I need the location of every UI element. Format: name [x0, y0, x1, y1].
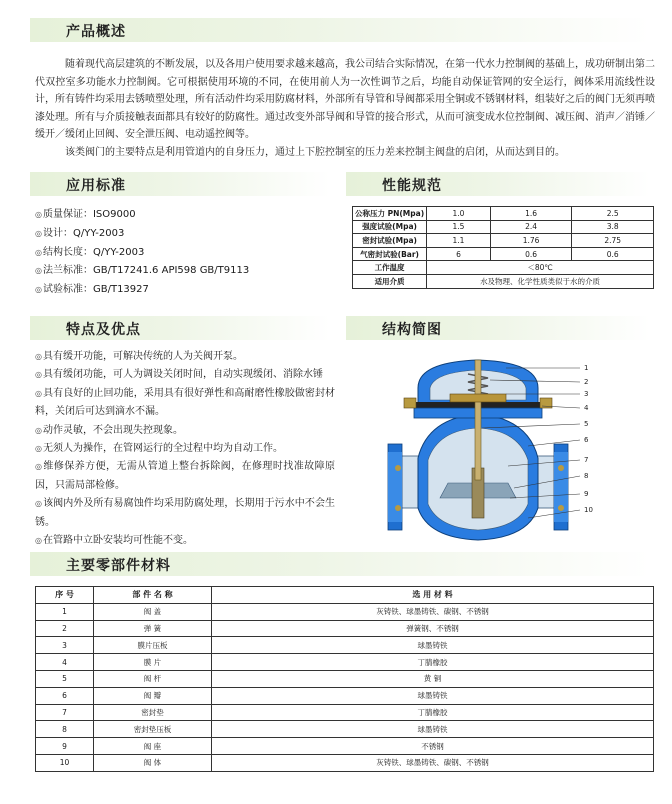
section-header-features: [30, 316, 330, 340]
table-cell: 强度试验(Mpa): [353, 220, 427, 234]
table-cell: 3: [36, 637, 94, 654]
list-item: ◎ 具有缓开功能，可解决传统的人为关阀开泵。: [35, 348, 335, 366]
list-item: ◎ 具有缓闭功能，可人为调设关闭时间，自动实现缓闭、消除水锤: [35, 366, 335, 384]
table-cell: 6: [36, 687, 94, 704]
list-item: ◎ 具有良好的止回功能，采用具有很好弹性和高耐磨性橡胶做密封材料，关闭后可达到滴水不漏。: [35, 385, 335, 422]
table-row: [36, 687, 654, 704]
table-cell: 适用介质: [353, 274, 427, 288]
table-cell: 不锈钢: [212, 738, 654, 755]
section-title: 主要零部件材料: [66, 558, 171, 574]
table-cell: 球墨铸铁: [212, 721, 654, 738]
callout-label: 9: [584, 490, 589, 498]
table-cell: 1: [36, 603, 94, 620]
table-cell: 10: [36, 754, 94, 771]
table-cell: 2.5: [572, 207, 654, 221]
table-cell: 1.76: [490, 234, 572, 248]
table-cell: 7: [36, 704, 94, 721]
callout-label: 2: [584, 378, 589, 386]
table-cell: 阀 体: [94, 754, 212, 771]
table-cell: 密封垫压板: [94, 721, 212, 738]
table-row: [36, 721, 654, 738]
section-header-parts: [30, 552, 650, 576]
intro-paragraph: 该类阀门的主要特点是利用管道内的自身压力，通过上下腔控制室的压力差来控制主阀盘的启闭，从而达到目的。: [65, 146, 565, 158]
table-cell: 阀 座: [94, 738, 212, 755]
section-title: 特点及优点: [66, 322, 141, 338]
table-cell: 5: [36, 670, 94, 687]
performance-table: [352, 206, 654, 289]
table-cell: 阀 瓣: [94, 687, 212, 704]
list-item: ◎ 无须人为操作，在管网运行的全过程中均为自动工作。: [35, 440, 335, 458]
section-title: 产品概述: [66, 24, 126, 40]
list-item: ◎ 设计：Q/YY-2003: [35, 225, 249, 244]
callout-label: 5: [584, 420, 589, 428]
section-title: 应用标准: [66, 178, 126, 194]
callout-label: 7: [584, 456, 589, 464]
table-row: [353, 261, 654, 275]
callout-label: 10: [584, 506, 593, 514]
table-cell: 1.1: [427, 234, 491, 248]
table-cell: 6: [427, 247, 491, 261]
table-row: [353, 220, 654, 234]
intro-paragraph: 随着现代高层建筑的不断发展，以及各用户使用要求越来越高，我公司结合实际情况，在第一代水力控制阀的基础上，成功研制出第二代双控室多功能水力控制阀。它可根据使用环境的不同，在使用前人为一次性调节之后，均能自动保证管网的安全运行，阀体采用流线性设计，所有铸件均采用去锈喷塑处理，所有活动件均采用防腐材料，外部所有导管和导阀都采用全铜或不锈钢材料，组装好之后的阀门无须再喷漆处理。所有与介质接触表面都具有较好的防腐性。通过改变外部导阀和导管的接合形式，从而可演变成水位控制阀、减压阀、消声／消锤／缓开／缓闭止回阀、安全泄压阀、电动遥控阀等。: [35, 59, 655, 140]
column-header: 选 用 材 料: [212, 587, 654, 604]
table-cell: 球墨铸铁: [212, 637, 654, 654]
table-cell: 阀 盖: [94, 603, 212, 620]
table-cell: 阀 杆: [94, 670, 212, 687]
table-cell: 气密封试验(Bar): [353, 247, 427, 261]
table-cell: 工作温度: [353, 261, 427, 275]
parts-table: [35, 586, 654, 772]
table-cell: 灰铸铁、球墨铸铁、碳钢、不锈钢: [212, 603, 654, 620]
table-cell: 2: [36, 620, 94, 637]
table-cell: 0.6: [572, 247, 654, 261]
list-item: ◎ 动作灵敏，不会出现失控现象。: [35, 422, 335, 440]
list-item: ◎ 试验标准：GB/T13927: [35, 281, 249, 300]
table-row: [36, 603, 654, 620]
callout-label: 4: [584, 404, 589, 412]
section-header-overview: [30, 18, 650, 42]
table-cell: 灰铸铁、球墨铸铁、碳钢、不锈钢: [212, 754, 654, 771]
table-row: [36, 704, 654, 721]
table-row: [353, 274, 654, 288]
column-header: 部 件 名 称: [94, 587, 212, 604]
table-cell: 丁腈橡胶: [212, 654, 654, 671]
section-header-performance: [346, 172, 650, 196]
section-header-standards: [30, 172, 330, 196]
table-row: [36, 620, 654, 637]
section-title: 性能规范: [382, 178, 442, 194]
table-cell: 弹簧钢、不锈钢: [212, 620, 654, 637]
features-list: [35, 348, 335, 550]
table-cell: 0.6: [490, 247, 572, 261]
table-row: [36, 670, 654, 687]
table-cell: 2.4: [490, 220, 572, 234]
table-cell: 密封垫: [94, 704, 212, 721]
table-row: [36, 754, 654, 771]
table-row: [353, 247, 654, 261]
table-cell: 球墨铸铁: [212, 687, 654, 704]
callout-label: 6: [584, 436, 589, 444]
table-cell: 膜片压板: [94, 637, 212, 654]
table-cell: 2.75: [572, 234, 654, 248]
table-row: [36, 738, 654, 755]
callout-label: 8: [584, 472, 589, 480]
table-cell: 8: [36, 721, 94, 738]
table-cell: 密封试验(Mpa): [353, 234, 427, 248]
column-header: 序 号: [36, 587, 94, 604]
section-title: 结构简图: [382, 322, 442, 338]
standards-list: [35, 206, 249, 300]
list-item: ◎ 该阀内外及所有易腐蚀件均采用防腐处理，长期用于污水中不会生锈。: [35, 495, 335, 532]
table-cell: 1.5: [427, 220, 491, 234]
table-row: [353, 207, 654, 221]
table-cell: 9: [36, 738, 94, 755]
list-item: ◎ 质量保证：ISO9000: [35, 206, 249, 225]
table-cell: 公称压力 PN(Mpa): [353, 207, 427, 221]
table-row: [353, 234, 654, 248]
table-cell: 1.0: [427, 207, 491, 221]
table-cell: 水及物理、化学性质类似于水的介质: [427, 274, 654, 288]
callout-label: 3: [584, 390, 589, 398]
table-cell: 弹 簧: [94, 620, 212, 637]
callout-label: 1: [584, 364, 589, 372]
table-cell: 4: [36, 654, 94, 671]
table-cell: 黄 铜: [212, 670, 654, 687]
table-cell: 丁腈橡胶: [212, 704, 654, 721]
table-row: [36, 637, 654, 654]
list-item: ◎ 维修保养方便，无需从管道上整台拆除阀，在修理时找准故障原因，只需局部检修。: [35, 458, 335, 495]
table-cell: 膜 片: [94, 654, 212, 671]
valve-cross-section-diagram: [378, 348, 648, 552]
list-item: ◎ 结构长度：Q/YY-2003: [35, 244, 249, 263]
table-row: [36, 654, 654, 671]
table-cell: 3.8: [572, 220, 654, 234]
intro-text: [35, 56, 655, 161]
table-cell: ＜80℃: [427, 261, 654, 275]
table-cell: 1.6: [490, 207, 572, 221]
table-header-row: [36, 587, 654, 604]
list-item: ◎ 法兰标准：GB/T17241.6 API598 GB/T9113: [35, 262, 249, 281]
list-item: ◎ 在管路中立卧安装均可性能不变。: [35, 532, 335, 550]
section-header-structure: [346, 316, 650, 340]
